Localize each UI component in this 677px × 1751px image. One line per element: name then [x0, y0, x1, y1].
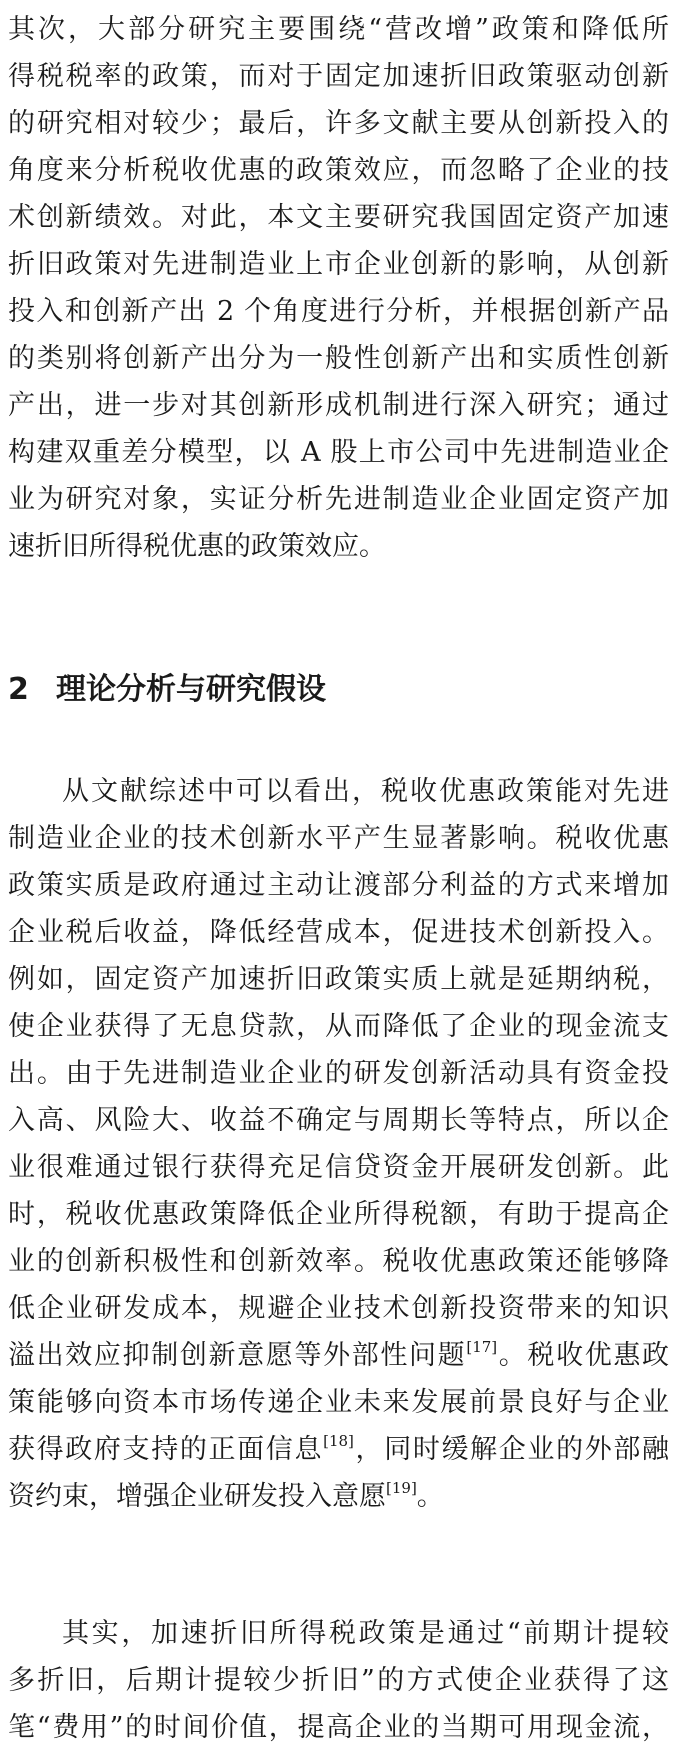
- paragraph-theory: [8, 768, 669, 1520]
- text-line: 多折旧，后期计提较少折旧”的方式使企业获得了这: [8, 1665, 669, 1696]
- text-line: 业很难通过银行获得充足信贷资金开展研发创新。此: [8, 1152, 669, 1183]
- text-line: 低企业研发成本，规避企业技术创新投资带来的知识: [8, 1293, 669, 1324]
- text-line: 企业税后收益，降低经营成本，促进技术创新投入。: [8, 917, 669, 948]
- text-line: 速折旧所得税优惠的政策效应。: [8, 531, 386, 562]
- text-line: 例如，固定资产加速折旧政策实质上就是延期纳税，: [8, 964, 669, 995]
- text-line: [8, 1332, 669, 1379]
- citation-19: [19]: [386, 1479, 417, 1497]
- citation-18: [18]: [323, 1432, 354, 1450]
- text-line: 策能够向资本市场传递企业未来发展前景良好与企业: [8, 1387, 669, 1418]
- text-line: 术创新绩效。对此，本文主要研究我国固定资产加速: [8, 202, 669, 233]
- citation-17: [17]: [466, 1338, 498, 1356]
- text-line: [8, 1426, 669, 1473]
- text-line: 其实，加速折旧所得税政策是通过“前期计提较: [62, 1618, 669, 1649]
- text-line: 其次，大部分研究主要围绕“营改增”政策和降低所: [8, 14, 669, 45]
- section-number: 2: [8, 672, 29, 707]
- text-line: 笔“费用”的时间价值，提高企业的当期可用现金流，: [8, 1712, 669, 1743]
- text-line: 从文献综述中可以看出，税收优惠政策能对先进: [62, 776, 669, 807]
- line-text: 溢出效应抑制创新意愿等外部性问题: [8, 1340, 467, 1371]
- text-line: 使企业获得了无息贷款，从而降低了企业的现金流支: [8, 1011, 669, 1042]
- text-line: 得税税率的政策，而对于固定加速折旧政策驱动创新: [8, 61, 669, 92]
- paragraph-depreciation: [8, 1610, 669, 1751]
- text-line: 出。由于先进制造业企业的研发创新活动具有资金投: [8, 1058, 669, 1089]
- text-line: 政策实质是政府通过主动让渡部分利益的方式来增加: [8, 870, 669, 901]
- text-line: 业的创新积极性和创新效率。税收优惠政策还能够降: [8, 1246, 669, 1277]
- section-heading: [8, 665, 326, 715]
- line-tail: 。: [416, 1481, 444, 1512]
- text-line: 产出，进一步对其创新形成机制进行深入研究；通过: [8, 390, 669, 421]
- section-title: 理论分析与研究假设: [56, 672, 326, 707]
- text-line: 的类别将创新产出分为一般性创新产出和实质性创新: [8, 343, 669, 374]
- line-tail: 。税收优惠政: [497, 1340, 669, 1371]
- text-line: 角度来分析税收优惠的政策效应，而忽略了企业的技: [8, 155, 669, 186]
- text-line: 入高、风险大、收益不确定与周期长等特点，所以企: [8, 1105, 669, 1136]
- text-line: 投入和创新产出 2 个角度进行分析，并根据创新产品: [8, 296, 669, 327]
- text-line: 时，税收优惠政策降低企业所得税额，有助于提高企: [8, 1199, 669, 1230]
- paragraph-intro-conclusion: [8, 6, 669, 570]
- text-line: 折旧政策对先进制造业上市企业创新的影响，从创新: [8, 249, 669, 280]
- text-line: 构建双重差分模型，以 A 股上市公司中先进制造业企: [8, 437, 669, 468]
- line-text: 获得政府支持的正面信息: [8, 1434, 324, 1465]
- line-tail: ，同时缓解企业的外部融: [353, 1434, 669, 1465]
- line-text: 资约束，增强企业研发投入意愿: [8, 1481, 386, 1512]
- text-line: 业为研究对象，实证分析先进制造业企业固定资产加: [8, 484, 669, 515]
- text-line: [8, 1473, 669, 1520]
- text-line: 的研究相对较少；最后，许多文献主要从创新投入的: [8, 108, 669, 139]
- text-line: 制造业企业的技术创新水平产生显著影响。税收优惠: [8, 823, 669, 854]
